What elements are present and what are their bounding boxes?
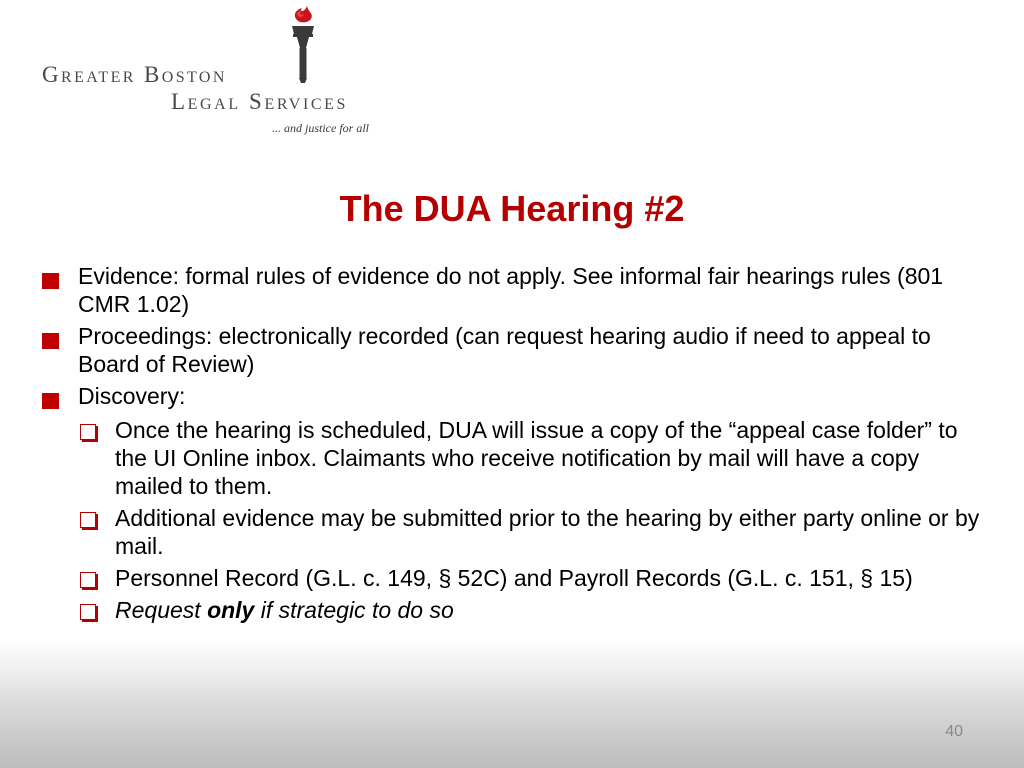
- sub-bullet-additional-evidence: [0, 504, 1024, 560]
- logo-line-legal-services: Legal Services: [171, 89, 349, 114]
- page-number: 40: [945, 723, 963, 740]
- sub-bullet-appeal-folder: [0, 416, 1024, 500]
- sub-bullet-text-after: if strategic to do so: [254, 597, 454, 623]
- bullet-evidence: [0, 262, 1024, 318]
- square-bullet-icon: [42, 273, 59, 289]
- checkbox-bullet-icon: [80, 424, 96, 440]
- checkbox-bullet-icon: [80, 512, 96, 528]
- torch-icon: [286, 4, 320, 84]
- sub-bullet-request-only: [0, 596, 1024, 624]
- logo-tagline: ... and justice for all: [272, 121, 369, 135]
- slide-content: [0, 262, 1024, 628]
- slide-title: The DUA Hearing #2: [339, 188, 685, 229]
- square-bullet-icon: [42, 393, 59, 409]
- checkbox-bullet-icon: [80, 604, 96, 620]
- bullet-proceedings: [0, 322, 1024, 378]
- sub-bullet-text: Additional evidence may be submitted prior to the hearing by either party online or by mail.: [115, 505, 980, 559]
- sub-bullet-records: [0, 564, 1024, 592]
- gbls-logo: [40, 4, 400, 139]
- sub-bullet-text: Personnel Record (G.L. c. 149, § 52C) and Payroll Records (G.L. c. 151, § 15): [115, 565, 913, 591]
- bullet-text: Proceedings: electronically recorded (can request hearing audio if need to appeal to Board of Review): [78, 323, 931, 377]
- logo-line-greater-boston: Greater Boston: [42, 62, 227, 87]
- bullet-text: Evidence: formal rules of evidence do not apply. See informal fair hearings rules (801 CMR 1.02): [78, 263, 944, 317]
- sub-bullet-text-before: Request: [115, 597, 208, 623]
- checkbox-bullet-icon: [80, 572, 96, 588]
- sub-bullet-text-bold: only: [207, 597, 255, 623]
- bullet-text: Discovery:: [78, 383, 186, 409]
- sub-bullet-text: Once the hearing is scheduled, DUA will issue a copy of the “appeal case folder” to the UI Online inbox. Claimants who receive notification by mail will have a copy mailed to them.: [115, 417, 958, 499]
- discovery-sub-list: [0, 416, 1024, 624]
- bullet-discovery: [0, 382, 1024, 410]
- square-bullet-icon: [42, 333, 59, 349]
